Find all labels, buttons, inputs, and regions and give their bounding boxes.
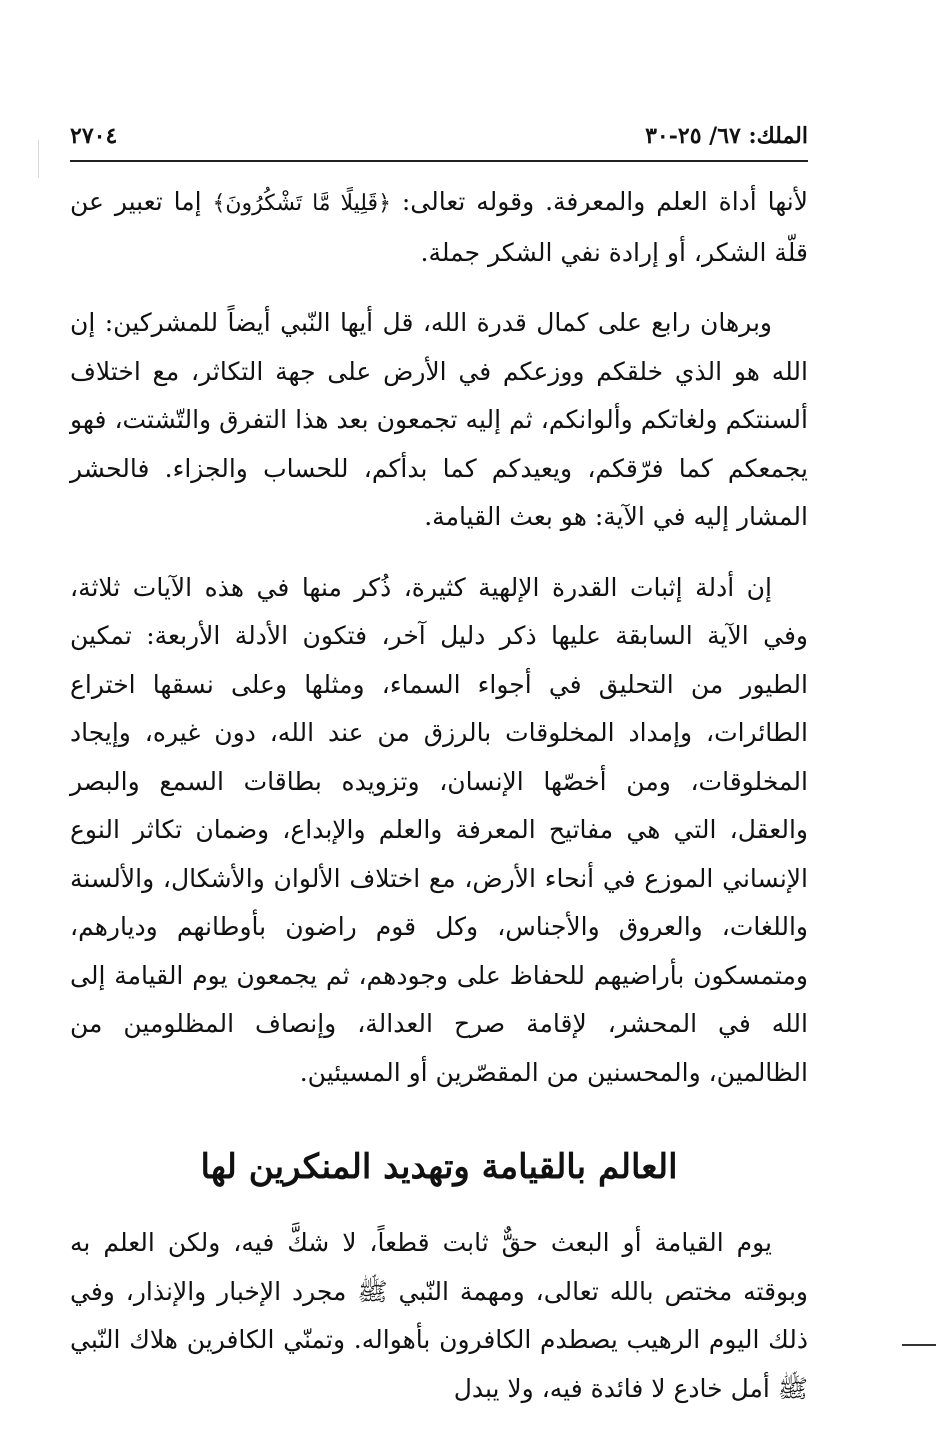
section-paragraph: يوم القيامة أو البعث حقٌّ ثابت قطعاً، لا شكَّ فيه، ولكن العلم به وبوقته مختص بالله تعالى، ومهمة النّبي ﷺ مجرد الإخبار والإنذار، وفي ذلك اليوم الرهيب يصطدم الكافرون بأهواله. وتمنّي الكافرين هلاك النّبي ﷺ أمل خادع لا فائدة فيه، ولا يبدل (70, 1228, 808, 1403)
paragraph-1 (70, 178, 808, 277)
footer-rule (902, 1344, 936, 1346)
paragraph-1-after: إما تعبير عن قلّة الشكر، أو إرادة نفي الشكر جملة. (70, 187, 808, 267)
quran-verse-quote: ﴿قَلِيلًا مَّا تَشْكُرُونَ﴾ (212, 191, 391, 216)
page-header (70, 118, 808, 154)
surah-reference: الملك: ٦٧/ ٢٥-٣٠ (645, 123, 808, 149)
scan-edge-mark (38, 140, 39, 178)
section-heading: العالم بالقيامة وتهديد المنكرين لها (200, 1147, 678, 1187)
paragraph-2: وبرهان رابع على كمال قدرة الله، قل أيها النّبي أيضاً للمشركين: إن الله هو الذي خلقكم ووزعكم في الأرض على جهة التكاثر، مع اختلاف ألسنتكم ولغاتكم وألوانكم، ثم إليه تجمعون بعد هذا التفرق والتّشتت، فهو يجمعكم كما فرّقكم، ويعيدكم كما بدأكم، للحساب والجزاء. فالحشر المشار إليه في الآية: هو بعث القيامة. (70, 308, 808, 531)
paragraph-1-before: لأنها أداة العلم والمعرفة. وقوله تعالى: (390, 187, 808, 216)
page-number: ٢٧٠٤ (70, 123, 118, 149)
page-body (70, 178, 808, 1435)
paragraph-3: إن أدلة إثبات القدرة الإلهية كثيرة، ذُكر منها في هذه الآيات ثلاثة، وفي الآية السابقة عليها ذكر دليل آخر، فتكون الأدلة الأربعة: تمكين الطيور من التحليق في أجواء السماء، ومثلها وعلى نسقها اختراع الطائرات، وإمداد المخلوقات بالرزق من عند الله، دون غيره، وإيجاد المخلوقات، ومن أخصّها الإنسان، وتزويده بطاقات السمع والبصر والعقل، التي هي مفاتيح المعرفة والعلم والإبداع، وضمان تكاثر النوع الإنساني الموزع في أنحاء الأرض، مع اختلاف الألوان والأشكال، والألسنة واللغات، والعروق والأجناس، وكل قوم راضون بأوطانهم وديارهم، ومتمسكون بأراضيهم للحفاظ على وجودهم، ثم يجمعون يوم القيامة إلى الله في المحشر، لإقامة صرح العدالة، وإنصاف المظلومين من الظالمين، والمحسنين من المقصّرين أو المسيئين. (70, 572, 808, 1087)
header-rule (70, 160, 808, 162)
